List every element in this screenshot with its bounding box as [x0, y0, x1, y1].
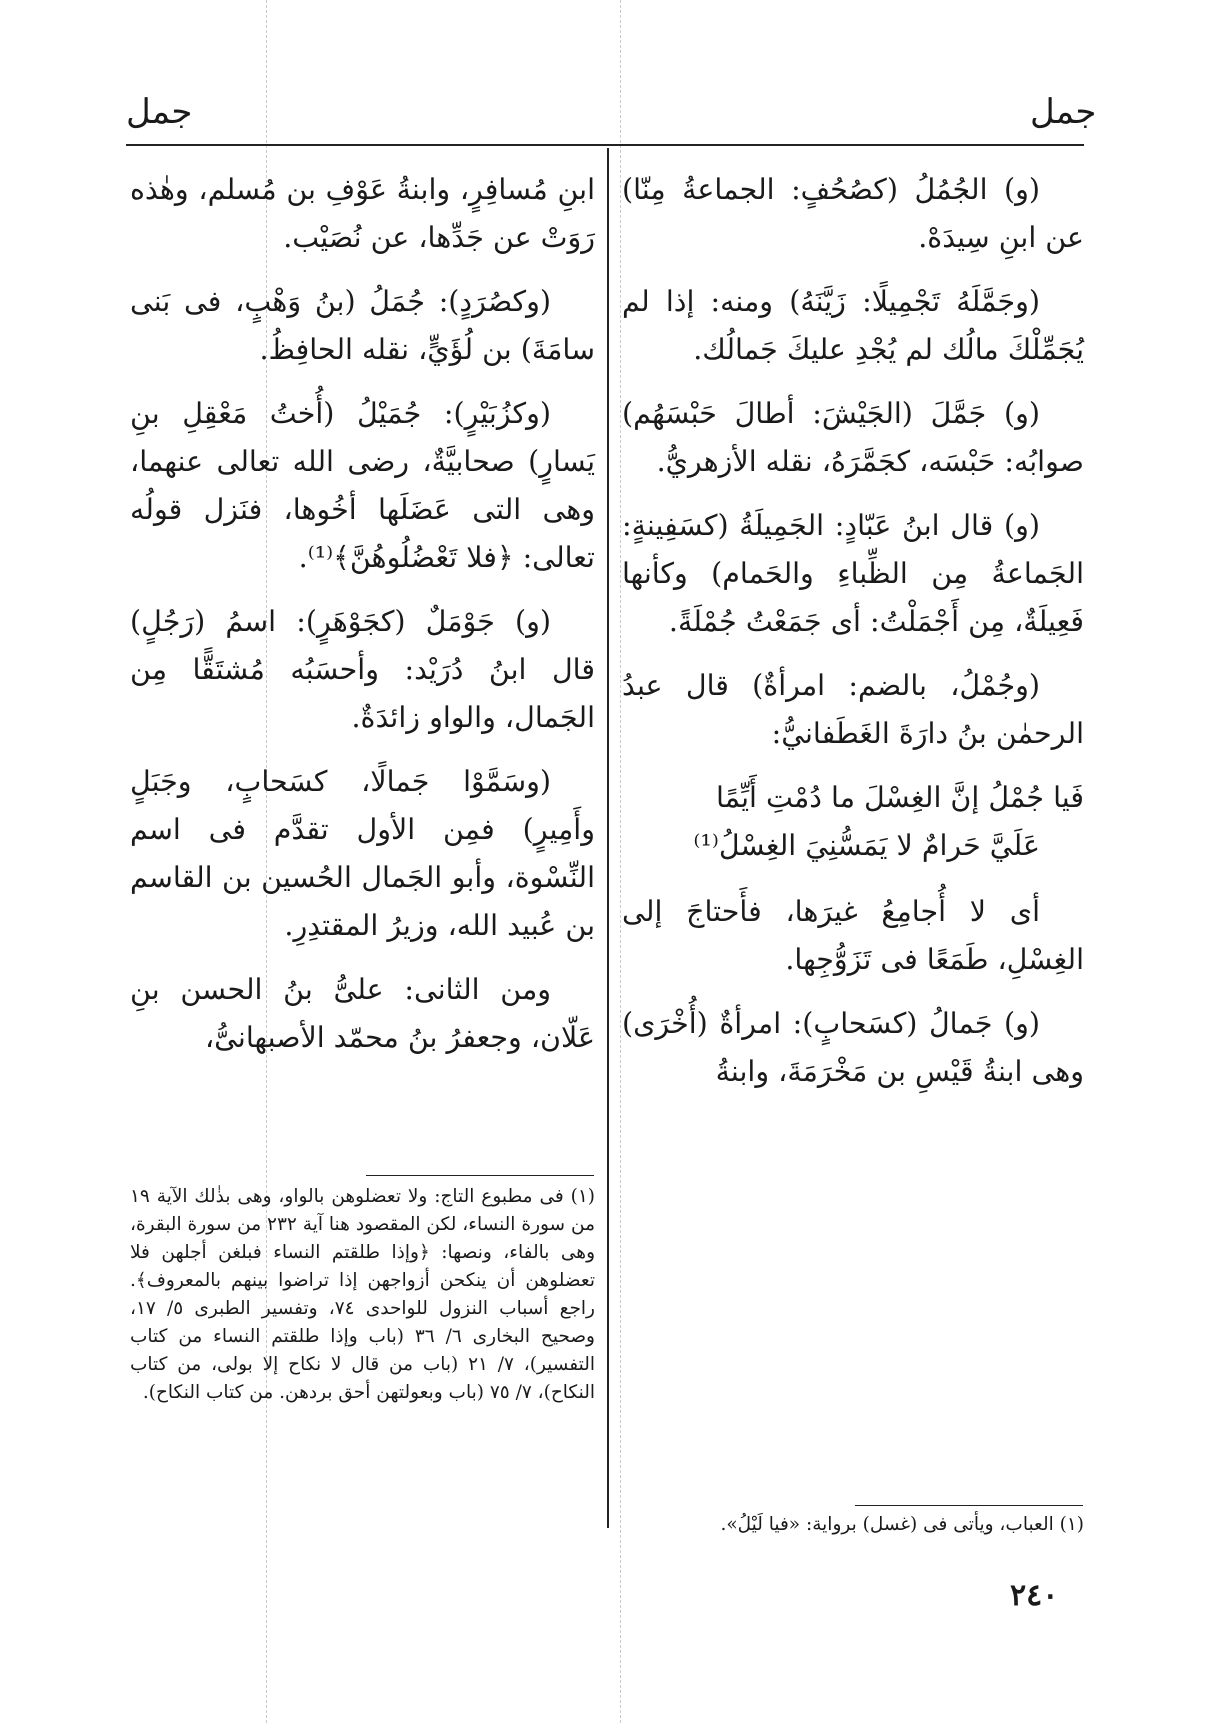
- header-rule: [126, 144, 1084, 146]
- verse-second-hemistich: عَلَيَّ حَرامٌ لا يَمَسُّنِيَ الغِسْلُ⁽¹⁾: [693, 829, 1040, 862]
- right-column: [622, 166, 1084, 1112]
- verse-first-hemistich: فَيا جُمْلُ إنَّ الغِسْلَ ما دُمْتِ أَيِّمًا: [715, 781, 1084, 814]
- entry-paragraph: (وسَمَّوْا جَمالًا، كسَحابٍ، وجَبَلٍ وأَمِيرٍ) فمِن الأول تقدَّم فى اسم النِّسْوة، وأبو الجَمال الحُسين بن القاسم بن عُبيد الله، وزيرُ المقتدِرِ.: [130, 765, 595, 942]
- footnote-left: (١) فى مطبوع التاج: ولا تعضلوهن بالواو، وهى بذٰلك الآية ١٩ من سورة النساء، لكن المقصود هنا آية ٢٣٢ من سورة البقرة، وهى بالفاء، ونصها: ﴿وإذا طلقتم النساء فبلغن أجلهن فلا تعضلوهن أن ينكحن أزواجهن إذا تراضوا بينهم بالمعروف﴾. راجع أسباب النزول للواحدى ٧٤، وتفسير الطبرى ٥/ ١٧، وصحيح البخارى ٦/ ٣٦ (باب وإذا طلقتم النساء من كتاب التفسير)، ٧/ ٢١ (باب من قال لا نكاح إلا بولى، من كتاب النكاح)، ٧/ ٧٥ (باب وبعولتهن أحق بردهن. من كتاب النكاح).: [130, 1186, 595, 1403]
- entry-paragraph: (وجَمَّلَهُ تَجْمِيلًا: زَيَّنَهُ) ومنه: إذا لم يُجَمِّلْكَ مالُك لم يُجْدِ عليكَ جَمالُك.: [622, 285, 1084, 366]
- entry-paragraph: (و) جَوْمَلٌ (كجَوْهَرٍ): اسمُ (رَجُلٍ) قال ابنُ دُرَيْد: وأحسَبُه مُشتَقًّا مِن الجَمال، والواو زائدَةٌ.: [130, 605, 595, 734]
- header-right-word: جمل: [1030, 92, 1097, 132]
- entry-paragraph: (و) جَمالُ (كسَحابٍ): امرأةٌ (أُخْرَى) وهى ابنةُ قَيْسِ بن مَخْرَمَةَ، وابنةُ: [622, 1007, 1084, 1088]
- entry-paragraph: (و) جَمَّلَ (الجَيْشَ: أطالَ حَبْسَهُم) صوابُه: حَبْسَه، كجَمَّرَهُ، نقله الأزهريُّ.: [622, 397, 1084, 478]
- footnote-rule-left: [366, 1175, 594, 1176]
- poetry-verse: [622, 774, 1084, 870]
- entry-paragraph: (و) الجُمُلُ (كصُحُفٍ: الجماعةُ مِنّا) عن ابنِ سِيدَهْ.: [622, 173, 1084, 254]
- entry-paragraph: (وكزُبَيْرٍ): جُمَيْلُ (أُختُ مَعْقِلِ بنِ يَسارٍ) صحابيَّةٌ، رضى الله تعالى عنهما، وهى التى عَضَلَها أخُوها، فنَزل قولُه تعالى: ﴿فلا تَعْضُلُوهُنَّ﴾⁽¹⁾.: [130, 397, 595, 574]
- entry-paragraph: (و) قال ابنُ عَبّادٍ: الجَمِيلَةُ (كسَفِينةٍ: الجَماعةُ مِن الظِّباءِ والحَمام) وكأنها فَعِيلَةٌ، مِن أَجْمَلْتُ: أى جَمَعْتُ جُمْلَةً.: [622, 509, 1084, 638]
- entry-paragraph: أى لا أُجامِعُ غيرَها، فأَحتاجَ إلى الغِسْلِ، طَمَعًا فى تَزَوُّجِها.: [622, 895, 1084, 976]
- header-left-word: جمل: [126, 92, 193, 132]
- page-number: ٢٤٠: [1010, 1578, 1059, 1613]
- entry-paragraph: ومن الثانى: علىُّ بنُ الحسن بنِ عَلّان، وجعفرُ بنُ محمّد الأصبهانىُّ،: [130, 973, 595, 1054]
- column-divider: [607, 148, 609, 1528]
- footnote-rule-right: [855, 1505, 1083, 1506]
- entry-paragraph: (وكصُرَدٍ): جُمَلُ (بنُ وَهْبٍ، فى بَنى سامَةَ) بن لُؤَيٍّ، نقله الحافِظُ.: [130, 285, 595, 366]
- scan-fold-line: [620, 0, 621, 1723]
- left-column: [130, 166, 595, 1078]
- footnote-right: (١) العباب، ويأتى فى (غسل) برواية: «فيا لَيْلُ».: [720, 1514, 1084, 1535]
- entry-paragraph: ابنِ مُسافِرٍ، وابنةُ عَوْفِ بن مُسلم، وهٰذه رَوَتْ عن جَدِّها، عن نُصَيْب.: [130, 173, 595, 254]
- entry-paragraph: (وجُمْلُ، بالضم: امرأةٌ) قال عبدُ الرحمٰن بنُ دارَةَ الغَطَفانيُّ:: [622, 669, 1084, 750]
